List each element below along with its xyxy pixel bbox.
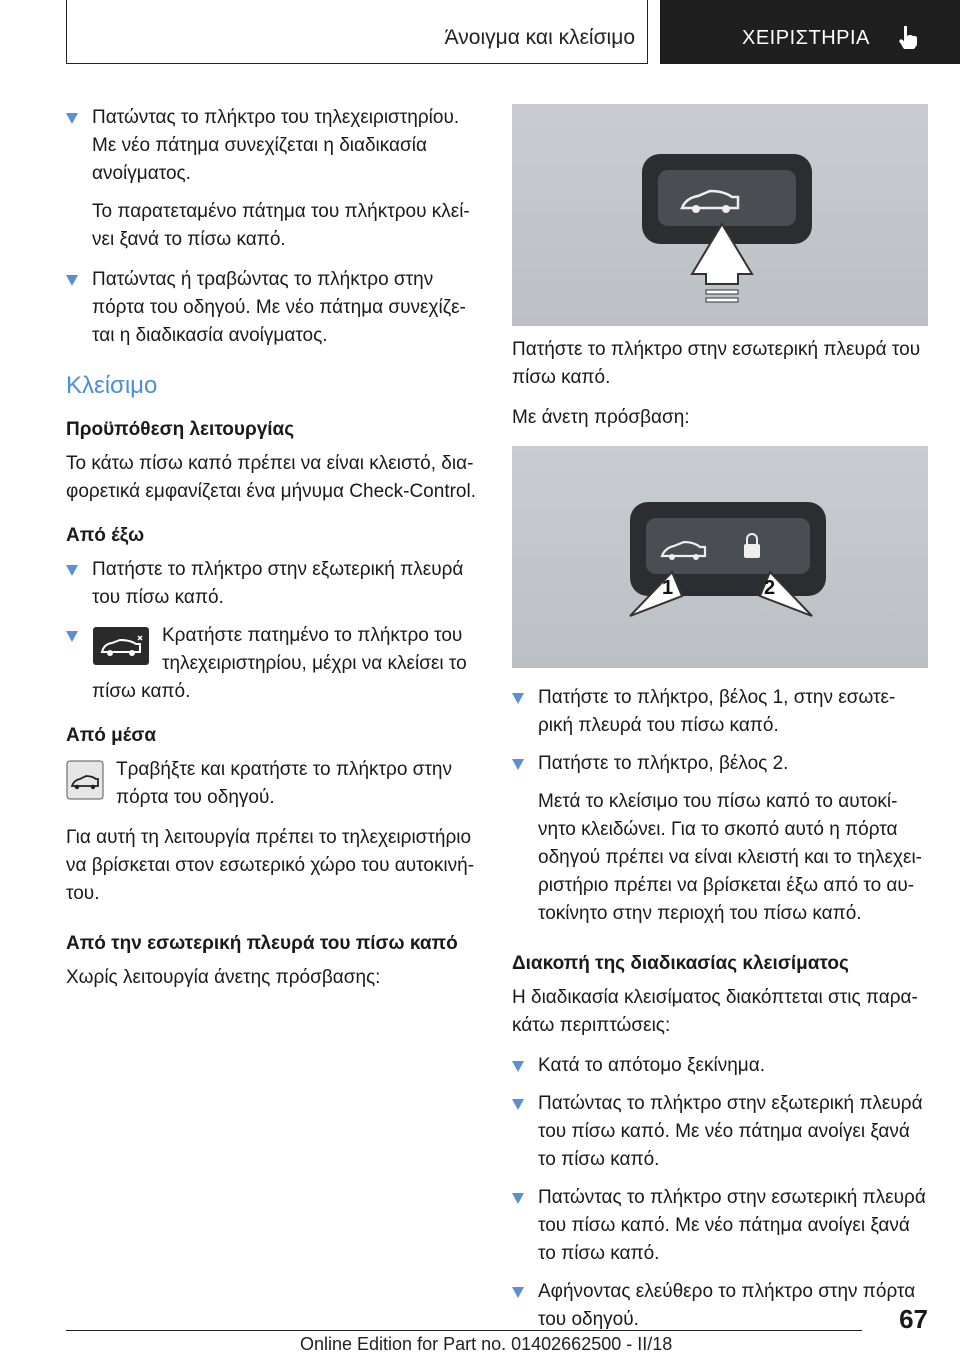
photo-illustration xyxy=(512,104,928,326)
list-item: Πατώντας το πλήκτρο στην εξωτερική πλευρά του πίσω καπό. Με νέο πάτημα ανοίγει ξανά το πίσω καπό. xyxy=(512,1090,928,1174)
tailgate-button-photo xyxy=(512,104,928,326)
subheading: Προϋπόθεση λειτουργίας xyxy=(66,419,295,440)
left-column xyxy=(66,104,486,1004)
list-item: Πατώντας το πλήκτρο στην εσωτερική πλευρά του πίσω καπό. Με νέο πάτημα ανοίγει ξανά το πίσω καπό. xyxy=(512,1184,928,1268)
list-item: Αφήνοντας ελεύθερο το πλήκτρο στην πόρτα του οδηγού. xyxy=(512,1278,928,1334)
icon-paragraph xyxy=(66,756,486,812)
subheading: Από μέσα xyxy=(66,725,157,746)
hand-pointer-icon xyxy=(896,24,922,50)
paragraph: Μετά το κλείσιμο του πίσω καπό το αυτοκί-νητο κλειδώνει. Για το σκοπό αυτό η πόρτα οδηγού πρέπει να είναι κλειστή και το τηλεχει-ριστήριο πρέπει να βρίσκεται έξω από το αυ-τοκίνητο στην περιοχή του πίσω καπό. xyxy=(538,791,922,924)
right-column xyxy=(512,336,928,1344)
arrow-2-label: 2 xyxy=(764,577,776,599)
subheading: Από έξω xyxy=(66,525,145,546)
list-item: Πατώντας ή τραβώντας το πλήκτρο στην πόρτα του οδηγού. Με νέο πάτημα συνεχίζε-ται η διαδικασία ανοίγματος. xyxy=(66,266,486,350)
subheading: Από την εσωτερική πλευρά του πίσω καπό xyxy=(66,933,458,954)
header-section-box xyxy=(66,0,648,64)
paragraph: Το κάτω πίσω καπό πρέπει να είναι κλειστό, δια-φορετικά εμφανίζεται ένα μήνυμα Check-Control. xyxy=(66,453,476,502)
list-item-text: Κρατήστε πατημένο το πλήκτρο του τηλεχειριστηρίου, μέχρι να κλείσει το πίσω καπό. xyxy=(92,625,467,702)
list-item: Πατήστε το πλήκτρο στην εξωτερική πλευρά του πίσω καπό. xyxy=(66,556,486,612)
list-item: Πατήστε το πλήκτρο, βέλος 1, στην εσωτε-ρική πλευρά του πίσω καπό. xyxy=(512,684,928,740)
paragraph: Η διαδικασία κλεισίματος διακόπτεται στις παρα-κάτω περιπτώσεις: xyxy=(512,987,918,1036)
header-chapter-box xyxy=(660,0,960,64)
list-item: Κατά το απότομο ξεκίνημα. xyxy=(512,1052,928,1080)
header-section-title: Άνοιγμα και κλείσιμο xyxy=(444,26,635,49)
paragraph: Για αυτή τη λειτουργία πρέπει το τηλεχειριστήριο να βρίσκεται στον εσωτερικό χώρο του αυτοκινή-του. xyxy=(66,827,475,904)
header-chapter-title: ΧΕΙΡΙΣΤΗΡΙΑ xyxy=(742,27,870,49)
list-item xyxy=(66,622,486,706)
arrow-1-label: 1 xyxy=(662,577,674,599)
paragraph: Με άνετη πρόσβαση: xyxy=(512,407,690,428)
edition-footer: Online Edition for Part no. 01402662500 - II/18 xyxy=(300,1334,673,1354)
paragraph: Το παρατεταμένο πάτημα του πλήκτρου κλεί-νει ξανά το πίσω καπό. xyxy=(92,201,470,250)
footer-divider xyxy=(66,1330,862,1331)
trunk-car-icon xyxy=(66,760,104,800)
photo-caption: Πατήστε το πλήκτρο στην εσωτερική πλευρά του πίσω καπό. xyxy=(512,339,921,388)
paragraph-text: Τραβήξτε και κρατήστε το πλήκτρο στην πόρτα του οδηγού. xyxy=(116,759,452,808)
list-item: Πατήστε το πλήκτρο, βέλος 2. xyxy=(512,750,928,778)
trunk-car-icon xyxy=(92,626,150,666)
page-number: 67 xyxy=(899,1304,928,1334)
section-heading: Κλείσιμο xyxy=(66,372,158,399)
subheading: Διακοπή της διαδικασίας κλεισίματος xyxy=(512,953,849,974)
paragraph: Χωρίς λειτουργία άνετης πρόσβασης: xyxy=(66,967,381,988)
list-item: Πατώντας το πλήκτρο του τηλεχειριστηρίου. Με νέο πάτημα συνεχίζεται η διαδικασία ανοίγματος. xyxy=(66,104,486,188)
